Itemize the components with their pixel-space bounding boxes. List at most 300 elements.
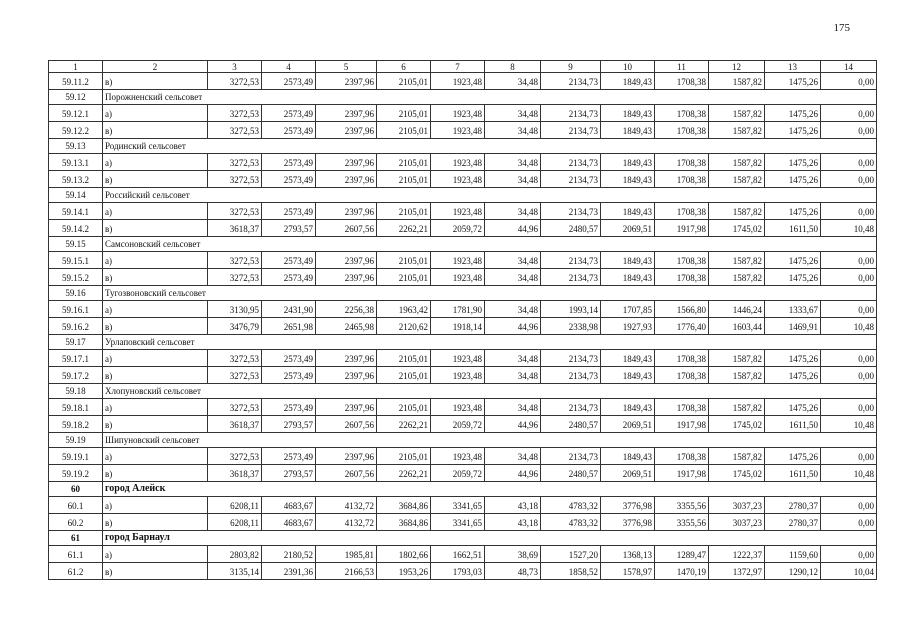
- value-cell: 3618,37: [208, 465, 262, 482]
- value-cell: 48,73: [485, 563, 541, 580]
- value-cell: 1708,38: [655, 171, 709, 188]
- value-cell: 1923,48: [431, 203, 485, 220]
- value-cell: 3341,65: [431, 514, 485, 531]
- value-cell: 2607,56: [316, 220, 377, 237]
- row-code: 59.16.2: [49, 318, 103, 335]
- value-cell: 1708,38: [655, 269, 709, 286]
- value-cell: 1587,82: [709, 122, 765, 139]
- row-code: 61.2: [49, 563, 103, 580]
- table-row: [49, 252, 877, 269]
- value-cell: 2105,01: [377, 350, 431, 367]
- section-title: Урлаповский сельсовет: [103, 335, 877, 350]
- value-cell: 0,00: [821, 546, 877, 563]
- value-cell: 0,00: [821, 73, 877, 90]
- value-cell: 2480,57: [541, 416, 601, 433]
- value-cell: 44,96: [485, 465, 541, 482]
- value-cell: 43,18: [485, 497, 541, 514]
- value-cell: 1849,43: [601, 252, 655, 269]
- row-code: 59.13: [49, 139, 103, 154]
- value-cell: 0,00: [821, 105, 877, 122]
- table-row: [49, 497, 877, 514]
- value-cell: 2397,96: [316, 350, 377, 367]
- value-cell: 2431,90: [262, 301, 316, 318]
- row-code: 59.14.1: [49, 203, 103, 220]
- value-cell: 0,00: [821, 269, 877, 286]
- value-cell: 2105,01: [377, 448, 431, 465]
- row-code: 59.13.2: [49, 171, 103, 188]
- column-header: 13: [765, 61, 821, 73]
- value-cell: 0,00: [821, 514, 877, 531]
- column-header: 11: [655, 61, 709, 73]
- value-cell: 1849,43: [601, 203, 655, 220]
- row-code: 60.2: [49, 514, 103, 531]
- row-variant: в): [103, 318, 208, 335]
- value-cell: 3272,53: [208, 269, 262, 286]
- value-cell: 2134,73: [541, 252, 601, 269]
- row-code: 60: [49, 482, 103, 497]
- value-cell: 1963,42: [377, 301, 431, 318]
- value-cell: 1708,38: [655, 448, 709, 465]
- section-title: город Алейск: [103, 482, 877, 497]
- row-code: 59.19.1: [49, 448, 103, 465]
- value-cell: 3130,95: [208, 301, 262, 318]
- value-cell: 0,00: [821, 252, 877, 269]
- value-cell: 2573,49: [262, 171, 316, 188]
- value-cell: 34,48: [485, 203, 541, 220]
- value-cell: 2105,01: [377, 154, 431, 171]
- row-variant: в): [103, 73, 208, 90]
- value-cell: 1587,82: [709, 105, 765, 122]
- column-header: 8: [485, 61, 541, 73]
- value-cell: 10,48: [821, 416, 877, 433]
- value-cell: 2134,73: [541, 448, 601, 465]
- table-row: [49, 269, 877, 286]
- table-row: [49, 514, 877, 531]
- value-cell: 1475,26: [765, 350, 821, 367]
- value-cell: 3341,65: [431, 497, 485, 514]
- value-cell: 0,00: [821, 154, 877, 171]
- table-row: [49, 465, 877, 482]
- value-cell: 1781,90: [431, 301, 485, 318]
- value-cell: 2803,82: [208, 546, 262, 563]
- value-cell: 2105,01: [377, 367, 431, 384]
- value-cell: 1923,48: [431, 367, 485, 384]
- value-cell: 2262,21: [377, 416, 431, 433]
- value-cell: 2607,56: [316, 416, 377, 433]
- row-variant: а): [103, 252, 208, 269]
- value-cell: 3684,86: [377, 497, 431, 514]
- table-row: [49, 318, 877, 335]
- value-cell: 0,00: [821, 171, 877, 188]
- value-cell: 1776,40: [655, 318, 709, 335]
- column-header: 7: [431, 61, 485, 73]
- table-row: [49, 350, 877, 367]
- value-cell: 6208,11: [208, 497, 262, 514]
- value-cell: 4783,32: [541, 514, 601, 531]
- value-cell: 3272,53: [208, 154, 262, 171]
- value-cell: 2120,62: [377, 318, 431, 335]
- value-cell: 2573,49: [262, 399, 316, 416]
- value-cell: 1708,38: [655, 350, 709, 367]
- value-cell: 2069,51: [601, 416, 655, 433]
- value-cell: 34,48: [485, 448, 541, 465]
- section-title: Порожненский сельсовет: [103, 90, 877, 105]
- value-cell: 2105,01: [377, 399, 431, 416]
- value-cell: 1289,47: [655, 546, 709, 563]
- value-cell: 3272,53: [208, 367, 262, 384]
- value-cell: 1469,91: [765, 318, 821, 335]
- section-row: [49, 90, 877, 105]
- value-cell: 34,48: [485, 367, 541, 384]
- value-cell: 1745,02: [709, 220, 765, 237]
- section-title: Российский сельсовет: [103, 188, 877, 203]
- section-row: [49, 335, 877, 350]
- value-cell: 1527,20: [541, 546, 601, 563]
- value-cell: 34,48: [485, 350, 541, 367]
- value-cell: 1708,38: [655, 203, 709, 220]
- value-cell: 2105,01: [377, 105, 431, 122]
- value-cell: 1849,43: [601, 399, 655, 416]
- value-cell: 2397,96: [316, 399, 377, 416]
- value-cell: 10,48: [821, 318, 877, 335]
- row-code: 59.11.2: [49, 73, 103, 90]
- value-cell: 3272,53: [208, 399, 262, 416]
- value-cell: 1603,44: [709, 318, 765, 335]
- value-cell: 44,96: [485, 220, 541, 237]
- value-cell: 2573,49: [262, 105, 316, 122]
- value-cell: 2780,37: [765, 514, 821, 531]
- value-cell: 3776,98: [601, 514, 655, 531]
- value-cell: 2651,98: [262, 318, 316, 335]
- value-cell: 1923,48: [431, 252, 485, 269]
- value-cell: 1849,43: [601, 448, 655, 465]
- value-cell: 2134,73: [541, 171, 601, 188]
- value-cell: 1475,26: [765, 252, 821, 269]
- value-cell: 2134,73: [541, 122, 601, 139]
- value-cell: 2397,96: [316, 73, 377, 90]
- row-code: 59.18.1: [49, 399, 103, 416]
- row-variant: в): [103, 269, 208, 286]
- column-header: 2: [103, 61, 208, 73]
- value-cell: 1849,43: [601, 269, 655, 286]
- value-cell: 2480,57: [541, 465, 601, 482]
- value-cell: 1708,38: [655, 73, 709, 90]
- value-cell: 1611,50: [765, 416, 821, 433]
- value-cell: 1662,51: [431, 546, 485, 563]
- value-cell: 2105,01: [377, 171, 431, 188]
- value-cell: 2397,96: [316, 122, 377, 139]
- table-row: [49, 203, 877, 220]
- table-row: [49, 73, 877, 90]
- row-variant: в): [103, 514, 208, 531]
- value-cell: 1985,81: [316, 546, 377, 563]
- value-cell: 1587,82: [709, 252, 765, 269]
- value-cell: 1475,26: [765, 399, 821, 416]
- value-cell: 1708,38: [655, 399, 709, 416]
- value-cell: 1475,26: [765, 448, 821, 465]
- value-cell: 1708,38: [655, 367, 709, 384]
- column-header: 9: [541, 61, 601, 73]
- value-cell: 1587,82: [709, 448, 765, 465]
- value-cell: 0,00: [821, 448, 877, 465]
- section-row: [49, 531, 877, 546]
- row-code: 59.18.2: [49, 416, 103, 433]
- value-cell: 0,00: [821, 350, 877, 367]
- value-cell: 1923,48: [431, 399, 485, 416]
- value-cell: 1993,14: [541, 301, 601, 318]
- value-cell: 2573,49: [262, 367, 316, 384]
- value-cell: 2480,57: [541, 220, 601, 237]
- column-header: 12: [709, 61, 765, 73]
- value-cell: 2397,96: [316, 171, 377, 188]
- row-code: 59.14.2: [49, 220, 103, 237]
- value-cell: 2134,73: [541, 350, 601, 367]
- value-cell: 2397,96: [316, 252, 377, 269]
- value-cell: 1587,82: [709, 350, 765, 367]
- value-cell: 1849,43: [601, 105, 655, 122]
- page-number: 175: [833, 22, 850, 34]
- value-cell: 34,48: [485, 252, 541, 269]
- value-cell: 1587,82: [709, 269, 765, 286]
- column-header: 14: [821, 61, 877, 73]
- value-cell: 1927,93: [601, 318, 655, 335]
- value-cell: 34,48: [485, 399, 541, 416]
- value-cell: 10,48: [821, 465, 877, 482]
- value-cell: 1159,60: [765, 546, 821, 563]
- value-cell: 1849,43: [601, 171, 655, 188]
- row-code: 59.19: [49, 433, 103, 448]
- value-cell: 3355,56: [655, 497, 709, 514]
- section-row: [49, 286, 877, 301]
- value-cell: 1708,38: [655, 122, 709, 139]
- value-cell: 3272,53: [208, 122, 262, 139]
- table-row: [49, 448, 877, 465]
- row-code: 59.17.2: [49, 367, 103, 384]
- row-code: 59.14: [49, 188, 103, 203]
- value-cell: 1475,26: [765, 122, 821, 139]
- value-cell: 0,00: [821, 301, 877, 318]
- value-cell: 1578,97: [601, 563, 655, 580]
- tariff-table: [48, 60, 877, 580]
- value-cell: 2573,49: [262, 269, 316, 286]
- row-variant: а): [103, 546, 208, 563]
- value-cell: 1923,48: [431, 350, 485, 367]
- table-row: [49, 563, 877, 580]
- value-cell: 2134,73: [541, 105, 601, 122]
- row-code: 61.1: [49, 546, 103, 563]
- value-cell: 1849,43: [601, 73, 655, 90]
- value-cell: 1587,82: [709, 171, 765, 188]
- value-cell: 1290,12: [765, 563, 821, 580]
- value-cell: 1923,48: [431, 73, 485, 90]
- table-row: [49, 546, 877, 563]
- value-cell: 1917,98: [655, 220, 709, 237]
- value-cell: 3037,23: [709, 497, 765, 514]
- value-cell: 3272,53: [208, 105, 262, 122]
- value-cell: 1475,26: [765, 269, 821, 286]
- row-variant: в): [103, 465, 208, 482]
- value-cell: 3618,37: [208, 220, 262, 237]
- value-cell: 2793,57: [262, 220, 316, 237]
- value-cell: 2391,36: [262, 563, 316, 580]
- value-cell: 1587,82: [709, 367, 765, 384]
- value-cell: 43,18: [485, 514, 541, 531]
- value-cell: 1917,98: [655, 465, 709, 482]
- value-cell: 2338,98: [541, 318, 601, 335]
- value-cell: 0,00: [821, 122, 877, 139]
- row-variant: в): [103, 220, 208, 237]
- value-cell: 1793,03: [431, 563, 485, 580]
- column-header: 1: [49, 61, 103, 73]
- value-cell: 1368,13: [601, 546, 655, 563]
- value-cell: 1707,85: [601, 301, 655, 318]
- row-code: 59.16: [49, 286, 103, 301]
- value-cell: 3618,37: [208, 416, 262, 433]
- value-cell: 1475,26: [765, 154, 821, 171]
- row-variant: в): [103, 171, 208, 188]
- value-cell: 0,00: [821, 203, 877, 220]
- value-cell: 1849,43: [601, 122, 655, 139]
- column-header: 4: [262, 61, 316, 73]
- table-row: [49, 220, 877, 237]
- value-cell: 3135,14: [208, 563, 262, 580]
- row-variant: в): [103, 122, 208, 139]
- value-cell: 1745,02: [709, 416, 765, 433]
- value-cell: 34,48: [485, 171, 541, 188]
- value-cell: 1849,43: [601, 367, 655, 384]
- value-cell: 4132,72: [316, 514, 377, 531]
- value-cell: 2069,51: [601, 465, 655, 482]
- column-header: 5: [316, 61, 377, 73]
- value-cell: 1566,80: [655, 301, 709, 318]
- value-cell: 34,48: [485, 105, 541, 122]
- value-cell: 2397,96: [316, 105, 377, 122]
- value-cell: 1587,82: [709, 399, 765, 416]
- row-code: 59.19.2: [49, 465, 103, 482]
- value-cell: 3272,53: [208, 171, 262, 188]
- value-cell: 0,00: [821, 367, 877, 384]
- value-cell: 1923,48: [431, 105, 485, 122]
- table-row: [49, 154, 877, 171]
- value-cell: 3272,53: [208, 73, 262, 90]
- row-code: 59.17: [49, 335, 103, 350]
- row-variant: а): [103, 154, 208, 171]
- row-code: 59.18: [49, 384, 103, 399]
- value-cell: 3272,53: [208, 252, 262, 269]
- value-cell: 1923,48: [431, 269, 485, 286]
- value-cell: 2256,38: [316, 301, 377, 318]
- value-cell: 2573,49: [262, 203, 316, 220]
- value-cell: 4132,72: [316, 497, 377, 514]
- table-row: [49, 171, 877, 188]
- value-cell: 44,96: [485, 416, 541, 433]
- value-cell: 1587,82: [709, 73, 765, 90]
- row-code: 59.13.1: [49, 154, 103, 171]
- section-title: Тугозвоновский сельсовет: [103, 286, 877, 301]
- value-cell: 3355,56: [655, 514, 709, 531]
- value-cell: 2607,56: [316, 465, 377, 482]
- row-variant: а): [103, 448, 208, 465]
- row-code: 59.15.2: [49, 269, 103, 286]
- value-cell: 4683,67: [262, 514, 316, 531]
- value-cell: 2465,98: [316, 318, 377, 335]
- value-cell: 2059,72: [431, 220, 485, 237]
- value-cell: 1475,26: [765, 203, 821, 220]
- value-cell: 2105,01: [377, 252, 431, 269]
- value-cell: 2180,52: [262, 546, 316, 563]
- table-row: [49, 122, 877, 139]
- value-cell: 1446,24: [709, 301, 765, 318]
- row-variant: а): [103, 350, 208, 367]
- value-cell: 34,48: [485, 269, 541, 286]
- value-cell: 2059,72: [431, 465, 485, 482]
- value-cell: 1849,43: [601, 350, 655, 367]
- value-cell: 2573,49: [262, 448, 316, 465]
- value-cell: 1923,48: [431, 122, 485, 139]
- value-cell: 2069,51: [601, 220, 655, 237]
- value-cell: 1587,82: [709, 154, 765, 171]
- section-row: [49, 433, 877, 448]
- value-cell: 1708,38: [655, 105, 709, 122]
- value-cell: 3037,23: [709, 514, 765, 531]
- section-row: [49, 139, 877, 154]
- section-title: Самсоновский сельсовет: [103, 237, 877, 252]
- value-cell: 3272,53: [208, 203, 262, 220]
- row-variant: а): [103, 203, 208, 220]
- section-row: [49, 237, 877, 252]
- value-cell: 1858,52: [541, 563, 601, 580]
- header-row: [49, 61, 877, 73]
- value-cell: 1849,43: [601, 154, 655, 171]
- value-cell: 1222,37: [709, 546, 765, 563]
- value-cell: 3476,79: [208, 318, 262, 335]
- value-cell: 44,96: [485, 318, 541, 335]
- value-cell: 34,48: [485, 301, 541, 318]
- value-cell: 2397,96: [316, 269, 377, 286]
- value-cell: 1953,26: [377, 563, 431, 580]
- value-cell: 2134,73: [541, 203, 601, 220]
- value-cell: 2573,49: [262, 73, 316, 90]
- value-cell: 2262,21: [377, 465, 431, 482]
- value-cell: 1475,26: [765, 105, 821, 122]
- value-cell: 1923,48: [431, 171, 485, 188]
- value-cell: 1918,14: [431, 318, 485, 335]
- value-cell: 2059,72: [431, 416, 485, 433]
- value-cell: 2793,57: [262, 416, 316, 433]
- column-header: 10: [601, 61, 655, 73]
- row-code: 59.15: [49, 237, 103, 252]
- value-cell: 0,00: [821, 399, 877, 416]
- value-cell: 2105,01: [377, 203, 431, 220]
- row-variant: в): [103, 563, 208, 580]
- value-cell: 2105,01: [377, 269, 431, 286]
- value-cell: 2105,01: [377, 122, 431, 139]
- value-cell: 34,48: [485, 73, 541, 90]
- row-code: 61: [49, 531, 103, 546]
- value-cell: 10,48: [821, 220, 877, 237]
- value-cell: 2105,01: [377, 73, 431, 90]
- value-cell: 4783,32: [541, 497, 601, 514]
- row-code: 59.12.1: [49, 105, 103, 122]
- value-cell: 2397,96: [316, 448, 377, 465]
- value-cell: 4683,67: [262, 497, 316, 514]
- value-cell: 1802,66: [377, 546, 431, 563]
- row-variant: а): [103, 399, 208, 416]
- value-cell: 1475,26: [765, 367, 821, 384]
- row-code: 60.1: [49, 497, 103, 514]
- section-title: Хлопуновский сельсовет: [103, 384, 877, 399]
- value-cell: 0,00: [821, 497, 877, 514]
